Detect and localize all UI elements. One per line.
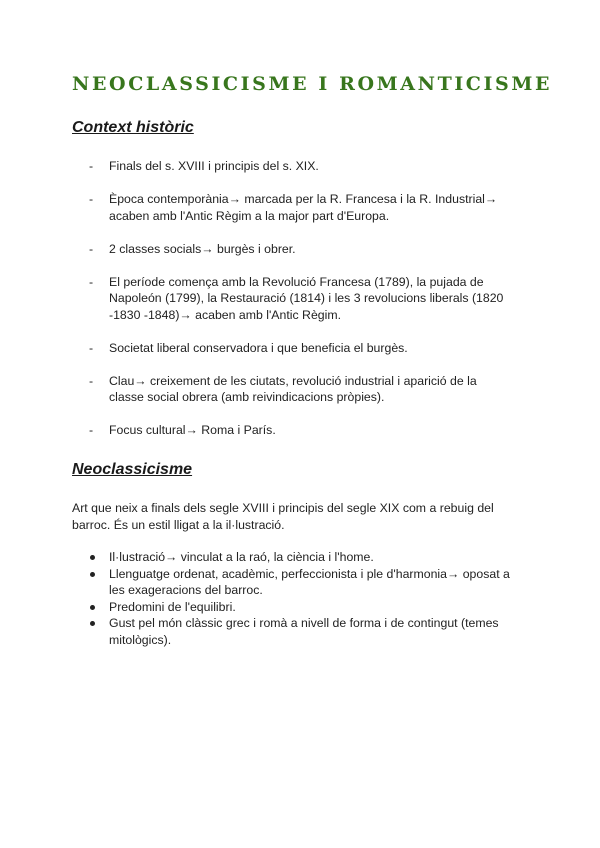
dash-marker: - <box>89 423 94 437</box>
list-item-text: Il·lustració→ vinculat a la raó, la ciència i l'home. <box>109 550 374 564</box>
dash-marker: - <box>89 373 94 388</box>
list-item-text: Finals del s. XVIII i principis del s. XIX. <box>109 159 319 173</box>
list-item <box>72 340 512 357</box>
dash-marker: - <box>89 159 94 173</box>
list-item-text: Època contemporània→ marcada per la R. Francesa i la R. Industrial→ acaben amb l'Antic Règim a la major part d'Europa. <box>109 192 498 223</box>
list-item <box>72 241 512 258</box>
bullet-icon <box>90 572 95 577</box>
bullet-icon <box>90 555 95 560</box>
list-item-text: Predomini de l'equilibri. <box>109 599 236 614</box>
list-item <box>72 599 522 616</box>
dash-marker: - <box>89 340 94 355</box>
list-item <box>72 158 512 175</box>
list-item <box>72 274 512 324</box>
dash-marker: - <box>89 192 94 206</box>
list-item-text: 2 classes socials→ burgès i obrer. <box>109 241 296 256</box>
list-item-text: Societat liberal conservadora i que beneficia el burgès. <box>109 340 408 355</box>
list-item <box>72 191 512 224</box>
list-item-text: Focus cultural→ Roma i París. <box>109 423 276 437</box>
document-title: NEOCLASSICISME I ROMANTICISME <box>72 73 553 95</box>
list-item <box>72 422 512 439</box>
dash-marker: - <box>89 241 94 256</box>
bullet-icon <box>90 605 95 610</box>
bullet-icon <box>90 621 95 626</box>
list-item-text: Clau→ creixement de les ciutats, revolució industrial i aparició de la classe social obrera (amb reivindicacions pròpies). <box>109 373 477 404</box>
list-item <box>72 566 522 599</box>
neoclassicism-intro: Art que neix a finals dels segle XVIII i principis del segle XIX com a rebuig del barroc. És un estil lligat a la il·lustració. <box>72 501 494 532</box>
section-heading-context: Context històric <box>72 119 194 136</box>
neoclassicism-bullets <box>72 549 522 648</box>
section-heading-neoclassicism: Neoclassicisme <box>72 461 193 478</box>
list-item <box>72 615 522 648</box>
list-item <box>72 549 522 566</box>
list-item-text: Gust pel món clàssic grec i romà a nivell de forma i de contingut (temes mitològics). <box>109 616 499 647</box>
list-item <box>72 373 512 406</box>
dash-marker: - <box>89 274 94 289</box>
list-item-text: Llenguatge ordenat, acadèmic, perfeccionista i ple d'harmonia→ oposat a les exageracions del barroc. <box>109 566 510 597</box>
list-item-text: El període comença amb la Revolució Francesa (1789), la pujada de Napoleón (1799), la Restauració (1814) i les 3 revolucions liberals (1820 -1830 -1848)→ acaben amb l'Antic Règim. <box>109 274 504 322</box>
context-list <box>72 158 512 455</box>
